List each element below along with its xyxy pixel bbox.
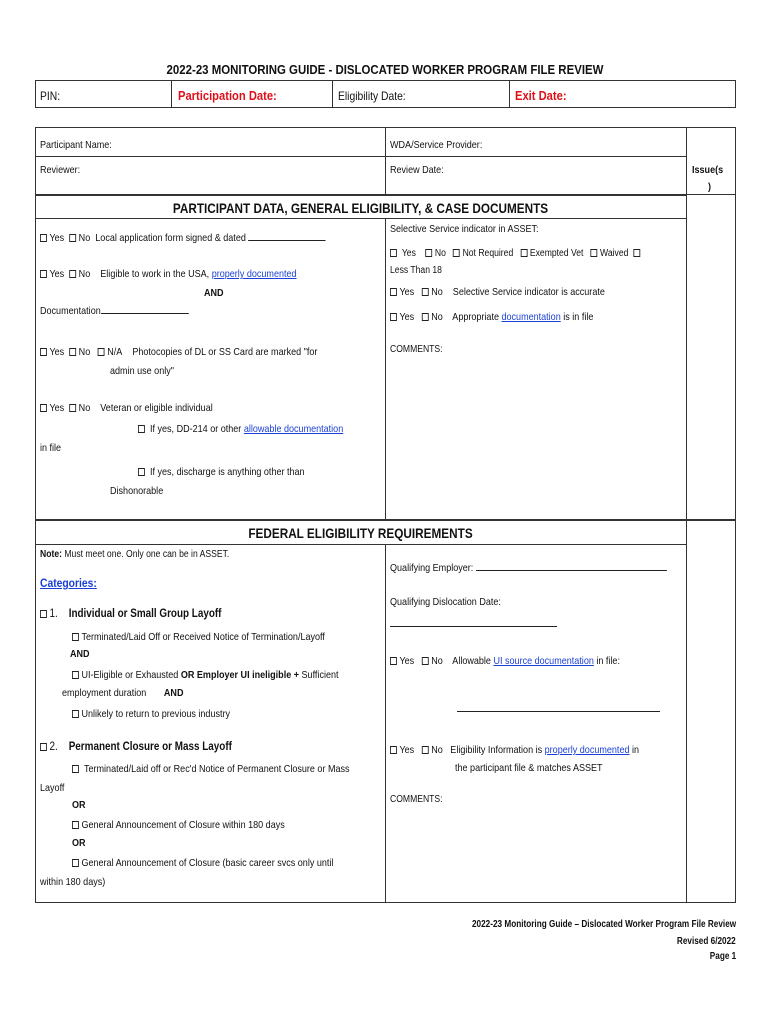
cat1-item2-cont: employment duration AND bbox=[62, 687, 184, 699]
dd214-checkbox[interactable] bbox=[138, 425, 145, 433]
comments-label: COMMENTS: bbox=[390, 344, 443, 355]
properly-documented-link[interactable]: properly documented bbox=[211, 268, 297, 280]
not-required-checkbox[interactable] bbox=[453, 249, 460, 257]
ui-eligible-checkbox[interactable] bbox=[72, 671, 79, 679]
and-label: AND bbox=[204, 287, 224, 299]
yes-checkbox[interactable] bbox=[390, 746, 397, 754]
footer-revised: Revised 6/2022 bbox=[677, 936, 736, 947]
footer-page: Page 1 bbox=[709, 951, 736, 962]
section1-title: PARTICIPANT DATA, GENERAL ELIGIBILITY, & CASE DOCUMENTS bbox=[172, 200, 549, 216]
no-checkbox[interactable] bbox=[69, 348, 76, 356]
participation-date-label: Participation Date: bbox=[178, 88, 277, 103]
yes-checkbox[interactable] bbox=[40, 234, 47, 242]
discharge-checkbox[interactable] bbox=[138, 468, 145, 476]
cat1-item1: Terminated/Laid Off or Received Notice of Termination/Layoff bbox=[72, 631, 325, 644]
cat1-row: 1. Individual or Small Group Layoff bbox=[40, 608, 221, 621]
review-date-label: Review Date: bbox=[390, 164, 444, 176]
cat2-item1: Terminated/Laid off or Rec'd Notice of Permanent Closure or Mass bbox=[72, 763, 350, 776]
categories-link[interactable]: Categories: bbox=[40, 576, 97, 590]
no-checkbox[interactable] bbox=[422, 746, 429, 754]
cat2-checkbox[interactable] bbox=[40, 743, 47, 751]
ss-yes-checkbox[interactable] bbox=[390, 249, 397, 257]
pin-label: PIN: bbox=[40, 89, 61, 103]
no-checkbox[interactable] bbox=[422, 313, 429, 321]
eligibility-date-label: Eligibility Date: bbox=[338, 89, 406, 103]
allowable-documentation-link[interactable]: allowable documentation bbox=[243, 423, 344, 435]
cat1-item3: Unlikely to return to previous industry bbox=[72, 708, 230, 721]
no-checkbox[interactable] bbox=[69, 234, 76, 242]
dislocation-date-line bbox=[390, 626, 557, 627]
and-label: AND bbox=[70, 648, 90, 660]
ss-no-checkbox[interactable] bbox=[425, 249, 432, 257]
unlikely-return-checkbox[interactable] bbox=[72, 710, 79, 718]
exempted-vet-checkbox[interactable] bbox=[520, 249, 527, 257]
footer-title: 2022-23 Monitoring Guide – Dislocated Worker Program File Review bbox=[471, 919, 736, 930]
wda-label: WDA/Service Provider: bbox=[390, 139, 483, 151]
announcement-basic-checkbox[interactable] bbox=[72, 859, 79, 867]
documentation-link[interactable]: documentation bbox=[501, 311, 561, 323]
photocopies-row: Yes No N/A Photocopies of DL or SS Card are marked "for bbox=[40, 346, 317, 359]
cat2-row: 2. Permanent Closure or Mass Layoff bbox=[40, 741, 232, 754]
yes-checkbox[interactable] bbox=[40, 404, 47, 412]
issues-label-cont: ) bbox=[708, 181, 712, 193]
within-180-label: within 180 days) bbox=[40, 876, 106, 888]
less-than-18-label: Less Than 18 bbox=[390, 265, 442, 276]
appropriate-doc-row: Yes No Appropriate documentation is in file bbox=[390, 311, 593, 324]
permanent-closure-checkbox[interactable] bbox=[72, 765, 79, 773]
qualifying-employer-row: Qualifying Employer: bbox=[390, 562, 667, 575]
discharge-row-cont: Dishonorable bbox=[110, 485, 164, 497]
allowable-ui-row: Yes No Allowable UI source documentation in file: bbox=[390, 655, 620, 668]
documentation-row: Documentation bbox=[40, 305, 188, 318]
section2-title: FEDERAL ELIGIBILITY REQUIREMENTS bbox=[248, 525, 473, 541]
exit-date-label: Exit Date: bbox=[515, 88, 567, 103]
qualifying-dislocation-label: Qualifying Dislocation Date: bbox=[390, 596, 501, 608]
no-checkbox[interactable] bbox=[69, 270, 76, 278]
announcement-180-checkbox[interactable] bbox=[72, 821, 79, 829]
properly-documented-link[interactable]: properly documented bbox=[544, 744, 630, 756]
note-row: Note: Must meet one. Only one can be in ASSET. bbox=[40, 549, 230, 560]
participant-name-label: Participant Name: bbox=[40, 139, 112, 151]
elig-info-row-cont: the participant file & matches ASSET bbox=[455, 762, 603, 774]
veteran-row: Yes No Veteran or eligible individual bbox=[40, 402, 213, 415]
comments-label: COMMENTS: bbox=[390, 794, 443, 805]
in-file-label: in file bbox=[40, 442, 62, 454]
ss-options-row: Yes No Not Required Exempted Vet Waived bbox=[390, 247, 643, 260]
no-checkbox[interactable] bbox=[422, 657, 429, 665]
yes-checkbox[interactable] bbox=[40, 348, 47, 356]
cat2-item3: General Announcement of Closure (basic career svcs only until bbox=[72, 857, 333, 870]
yes-checkbox[interactable] bbox=[40, 270, 47, 278]
layoff-label: Layoff bbox=[40, 782, 65, 794]
ui-source-documentation-link[interactable]: UI source documentation bbox=[493, 655, 594, 667]
dd214-row: If yes, DD-214 or other allowable documentation bbox=[138, 423, 343, 436]
yes-checkbox[interactable] bbox=[390, 313, 397, 321]
elig-info-row: Yes No Eligibility Information is properly documented in bbox=[390, 744, 639, 757]
yes-checkbox[interactable] bbox=[390, 657, 397, 665]
cat1-item2: UI-Eligible or Exhausted OR Employer UI ineligible + Sufficient bbox=[72, 669, 339, 682]
cat1-checkbox[interactable] bbox=[40, 610, 47, 618]
discharge-row: If yes, discharge is anything other than bbox=[138, 466, 305, 479]
ss-indicator-label: Selective Service indicator in ASSET: bbox=[390, 223, 539, 235]
or-label: OR bbox=[72, 837, 86, 849]
or-label: OR bbox=[72, 799, 86, 811]
waived-checkbox[interactable] bbox=[591, 249, 598, 257]
terminated-checkbox[interactable] bbox=[72, 633, 79, 641]
yes-checkbox[interactable] bbox=[390, 288, 397, 296]
eligible-work-row: Yes No Eligible to work in the USA, properly documented bbox=[40, 268, 297, 281]
no-checkbox[interactable] bbox=[422, 288, 429, 296]
no-checkbox[interactable] bbox=[69, 404, 76, 412]
reviewer-label: Reviewer: bbox=[40, 164, 81, 176]
ss-accurate-row: Yes No Selective Service indicator is accurate bbox=[390, 286, 605, 299]
less-than-18-checkbox[interactable] bbox=[633, 249, 640, 257]
photocopies-row-cont: admin use only" bbox=[110, 365, 174, 377]
allowable-ui-line bbox=[457, 711, 660, 712]
page-title: 2022-23 MONITORING GUIDE - DISLOCATED WORKER PROGRAM FILE REVIEW bbox=[166, 62, 604, 77]
issues-label: Issue(s bbox=[692, 164, 724, 176]
cat2-item2: General Announcement of Closure within 180 days bbox=[72, 819, 285, 832]
local-app-row: Yes No Local application form signed & dated bbox=[40, 232, 326, 245]
na-checkbox[interactable] bbox=[98, 348, 105, 356]
